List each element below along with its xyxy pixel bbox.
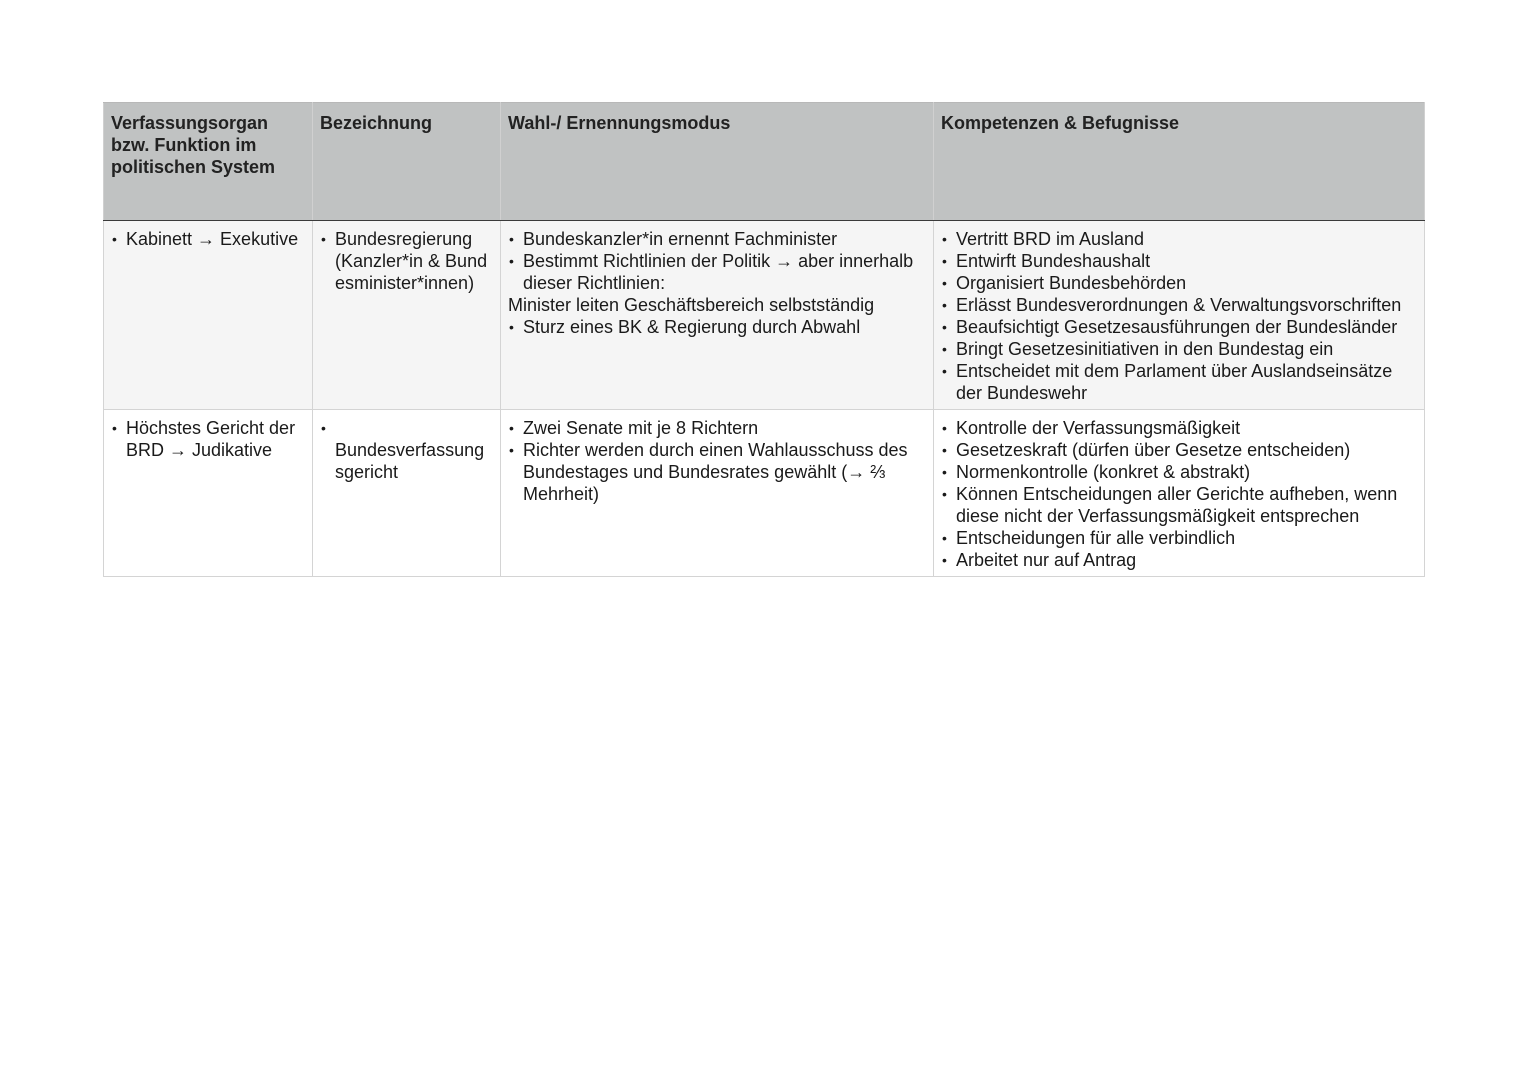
list-item: • Zwei Senate mit je 8 Richtern — [508, 417, 926, 439]
bezeichnung-text: Bundesverfassungsgericht — [335, 440, 485, 482]
wahl-note: Minister leiten Geschäftsbereich selbstständig — [508, 295, 875, 315]
list-item: • Arbeitet nur auf Antrag — [941, 549, 1417, 571]
bullet-list — [508, 316, 926, 338]
cell-wahlmodus — [501, 410, 934, 577]
cell-organ — [104, 221, 313, 410]
header-row — [104, 103, 1425, 221]
list-item: • Höchstes Gericht der BRD → Judikative — [111, 417, 305, 461]
cell-bezeichnung — [313, 221, 501, 410]
list-item: • Kabinett → Exekutive — [111, 228, 305, 250]
list-item: • Gesetzeskraft (dürfen über Gesetze entscheiden) — [941, 439, 1417, 461]
cell-wahlmodus — [501, 221, 934, 410]
cell-bezeichnung — [313, 410, 501, 577]
list-item: • Bringt Gesetzesinitiativen in den Bundestag ein — [941, 338, 1417, 360]
bullet-list — [320, 417, 493, 483]
list-item: • Vertritt BRD im Ausland — [941, 228, 1417, 250]
list-item: • Können Entscheidungen aller Gerichte aufheben, wenn diese nicht der Verfassungsmäßigkeit entsprechen — [941, 483, 1417, 527]
list-item: • Beaufsichtigt Gesetzesausführungen der Bundesländer — [941, 316, 1417, 338]
list-item: • Organisiert Bundesbehörden — [941, 272, 1417, 294]
list-item: • Sturz eines BK & Regierung durch Abwahl — [508, 316, 926, 338]
bullet-list — [320, 228, 493, 294]
table-row-kabinett — [104, 221, 1425, 410]
list-item: • Entscheidet mit dem Parlament über Auslandseinsätze der Bundeswehr — [941, 360, 1417, 404]
list-item: • Entscheidungen für alle verbindlich — [941, 527, 1417, 549]
cell-kompetenzen — [934, 221, 1425, 410]
cell-kompetenzen — [934, 410, 1425, 577]
bullet-list — [941, 228, 1417, 404]
header-verfassungsorgan: Verfassungsorgan bzw. Funktion im politischen System — [104, 103, 313, 221]
table-row-bverfg — [104, 410, 1425, 577]
table-header — [104, 103, 1425, 221]
list-item: • Kontrolle der Verfassungsmäßigkeit — [941, 417, 1417, 439]
list-item: • Erlässt Bundesverordnungen & Verwaltungsvorschriften — [941, 294, 1417, 316]
list-item: • Richter werden durch einen Wahlausschuss des Bundestages und Bundesrates gewählt (→ ⅔ Mehrheit) — [508, 439, 926, 505]
list-item: • Bestimmt Richtlinien der Politik → aber innerhalb dieser Richtlinien: — [508, 250, 926, 294]
bullet-list — [941, 417, 1417, 571]
header-kompetenzen: Kompetenzen & Befugnisse — [934, 103, 1425, 221]
list-item: • Normenkontrolle (konkret & abstrakt) — [941, 461, 1417, 483]
bullet-list — [111, 417, 305, 461]
header-bezeichnung: Bezeichnung — [313, 103, 501, 221]
list-item — [320, 417, 493, 483]
bullet-list — [508, 228, 926, 294]
bullet-list — [111, 228, 305, 250]
list-item: • Bundeskanzler*in ernennt Fachminister — [508, 228, 926, 250]
bullet-list — [508, 417, 926, 505]
list-item: • Bundesregierung (Kanzler*in & Bundesminister*innen) — [320, 228, 493, 294]
constitutional-organs-table — [103, 102, 1425, 577]
header-wahlmodus: Wahl-/ Ernennungsmodus — [501, 103, 934, 221]
cell-organ — [104, 410, 313, 577]
list-item: • Entwirft Bundeshaushalt — [941, 250, 1417, 272]
